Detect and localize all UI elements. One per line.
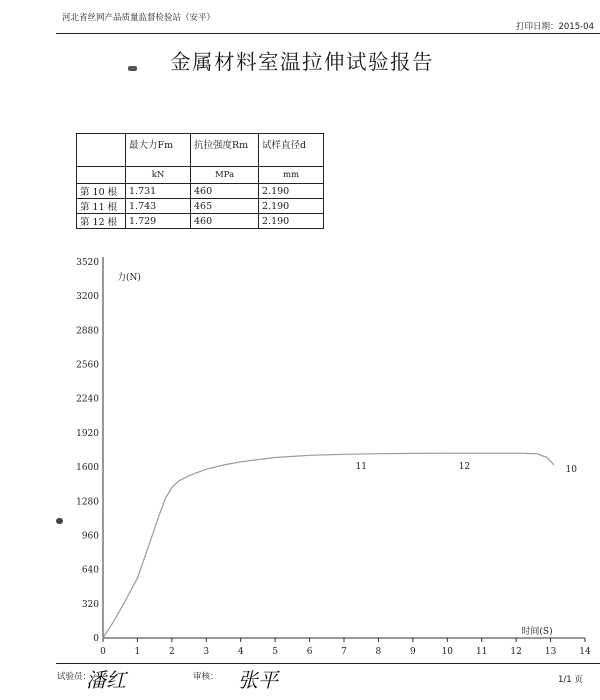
curve-annotation: 10 xyxy=(565,465,577,476)
print-date: 打印日期：2015-04 xyxy=(515,22,594,32)
curve-annotation: 11 xyxy=(355,462,367,473)
x-axis-label: 时间(S) xyxy=(521,627,553,637)
x-tick-label: 3 xyxy=(203,647,210,657)
x-tick-label: 5 xyxy=(272,647,279,657)
y-tick-label: 3200 xyxy=(76,292,99,303)
cell-value: 1.729 xyxy=(126,214,191,229)
x-tick-label: 1 xyxy=(134,647,141,657)
page-number: 1/1 页 xyxy=(558,675,583,685)
cell-value: 2.190 xyxy=(259,214,324,229)
row-label: 第 10 根 xyxy=(77,184,126,199)
row-label: 第 12 根 xyxy=(77,214,126,229)
x-tick-label: 6 xyxy=(306,647,313,657)
unit-cell-mpa: MPa xyxy=(191,167,259,184)
cell-value: 460 xyxy=(191,214,259,229)
x-tick-label: 13 xyxy=(544,647,557,657)
y-tick-label: 3520 xyxy=(76,258,99,268)
scan-mark xyxy=(56,518,63,524)
unit-cell-mm: mm xyxy=(259,167,324,184)
series-line xyxy=(103,453,554,638)
header-cell-diameter: 试样直径d xyxy=(259,134,324,167)
y-tick-label: 2560 xyxy=(76,360,99,371)
tester-label: 试验员： xyxy=(57,672,92,682)
reviewer-label: 审核： xyxy=(193,672,219,682)
header-cell-tensile-strength: 抗拉强度Rm xyxy=(191,134,259,167)
cell-value: 465 xyxy=(191,199,259,214)
curve-annotation: 12 xyxy=(458,462,471,473)
x-tick-label: 12 xyxy=(510,647,522,657)
x-tick-label: 10 xyxy=(441,647,454,657)
cell-value: 460 xyxy=(191,184,259,199)
cell-value: 1.743 xyxy=(126,199,191,214)
y-tick-label: 320 xyxy=(81,599,99,610)
institute-name: 河北省丝网产品质量监督检验站（安平） xyxy=(62,13,216,23)
y-tick-label: 960 xyxy=(81,531,99,542)
y-axis-label: 力(N) xyxy=(117,273,141,283)
y-tick-label: 1600 xyxy=(76,463,99,474)
report-title: 金属材料室温拉伸试验报告 xyxy=(170,50,434,74)
x-tick-label: 4 xyxy=(237,647,244,657)
y-tick-label: 1920 xyxy=(76,428,99,439)
header-cell-max-force: 最大力Fm xyxy=(126,134,191,167)
cell-value: 1.731 xyxy=(126,184,191,199)
footer-divider xyxy=(56,663,600,664)
y-tick-label: 1280 xyxy=(76,497,99,508)
y-tick-label: 2240 xyxy=(76,394,99,405)
x-tick-label: 7 xyxy=(341,647,347,657)
reviewer-signature: 张平 xyxy=(238,668,278,692)
y-tick-label: 640 xyxy=(81,565,99,576)
x-tick-label: 0 xyxy=(100,647,106,657)
tester-signature: 潘红 xyxy=(86,668,126,692)
x-tick-label: 8 xyxy=(375,647,382,657)
x-tick-label: 11 xyxy=(475,647,488,657)
x-tick-label: 14 xyxy=(579,647,591,657)
x-tick-label: 9 xyxy=(409,647,416,657)
cell-value: 2.190 xyxy=(259,199,324,214)
cell-value: 2.190 xyxy=(259,184,324,199)
y-tick-label: 2880 xyxy=(76,326,99,337)
row-label: 第 11 根 xyxy=(77,199,126,214)
unit-cell-kn: kN xyxy=(126,167,191,184)
x-tick-label: 2 xyxy=(168,647,175,657)
y-tick-label: 0 xyxy=(93,634,99,644)
